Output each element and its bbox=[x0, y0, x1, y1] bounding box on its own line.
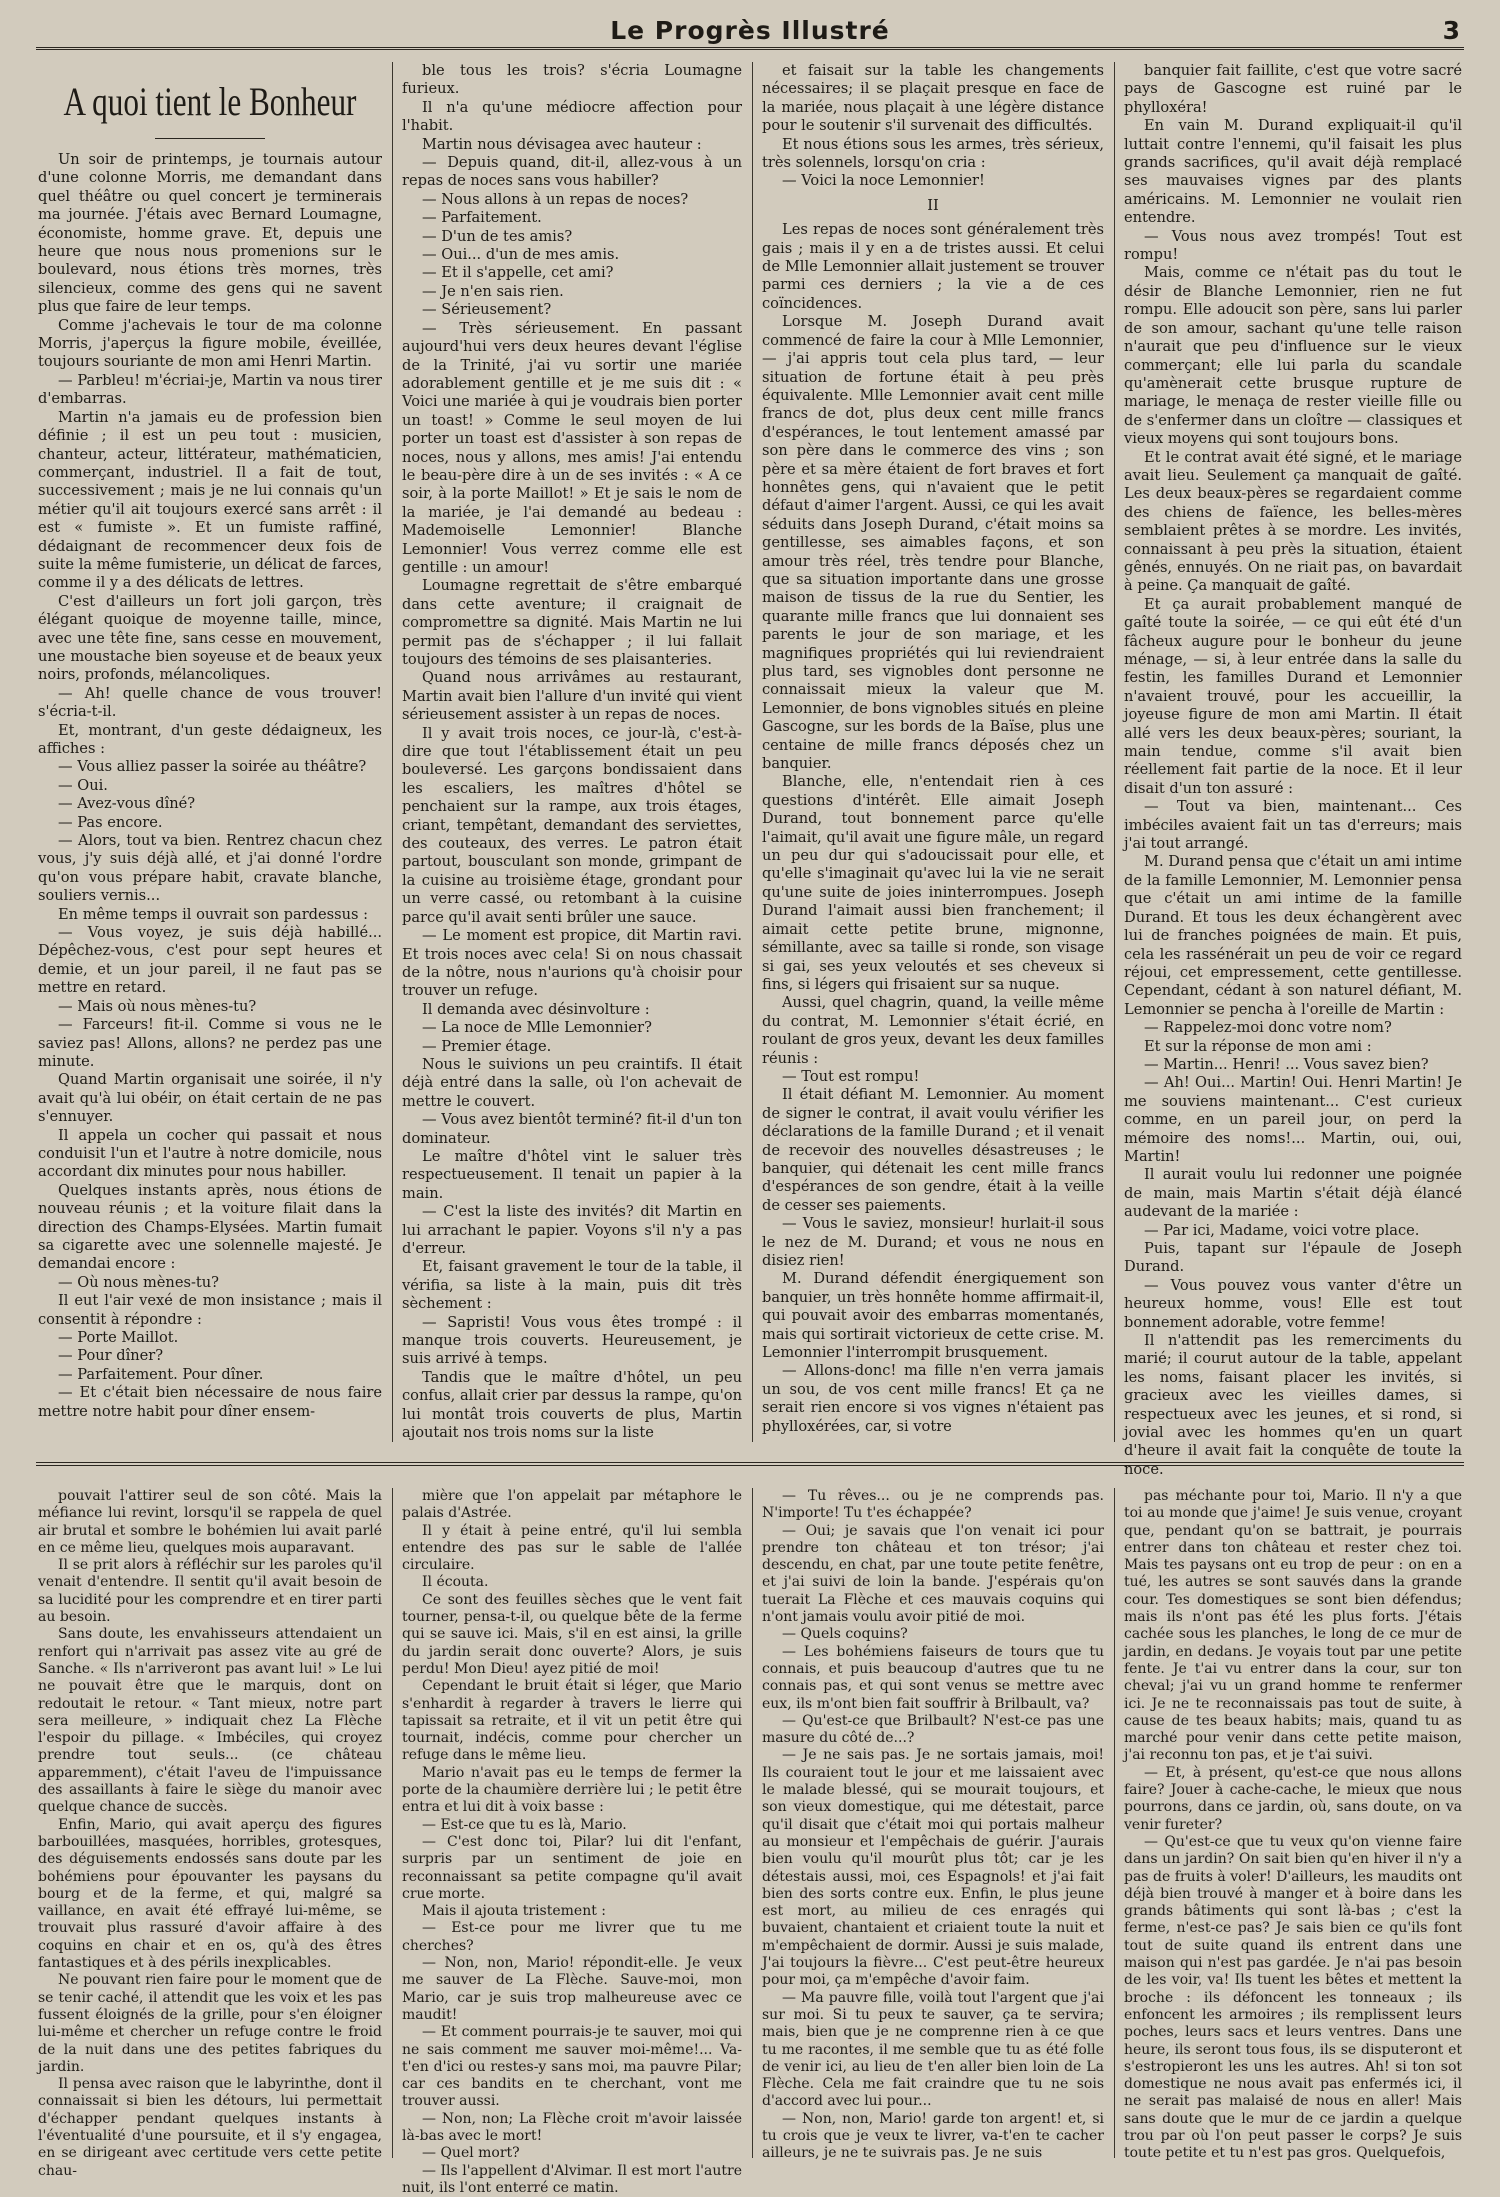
paragraph: Martin n'a jamais eu de profession bien définie ; il est un peu tout : musicien, chanteur, acteur, littérateur, mathématicien, commerçant, industriel. Il a fait de tout, successivement ; mais je ne lui connais qu'un métier qu'il ait toujours exercé sans arrêt : il est « fumiste ». Et un fumiste raffiné, dédaignant de recommencer deux fois de suite la même fumisterie, un délicat de farces, comme il y a des délicats de lettres. bbox=[38, 408, 382, 592]
paragraph: — Mais où nous mènes-tu? bbox=[58, 997, 257, 1015]
page-number: 3 bbox=[1442, 16, 1460, 45]
paragraph: Comme j'achevais le tour de ma colonne Morris, j'aperçus la figure mobile, éveillée, toujours souriante de mon ami Henri Martin. bbox=[38, 316, 382, 371]
paragraph: Cependant le bruit était si léger, que Mario s'enhardit à regarder à travers le lierre qui tapissait sa retraite, et il vit un petit être qui tournait, indécis, comme pour chercher un refuge dans le même lieu. bbox=[402, 1678, 742, 1764]
paragraph: — Et comment pourrais-je te sauver, moi qui ne sais comment me sauver moi-même!... Va-t'en d'ici ou restes-y sans moi, ma pauvre Pilar; car ces bandits en te cherchant, vont me trouver aussi. bbox=[402, 2024, 742, 2110]
paragraph: C'est d'ailleurs un fort joli garçon, très élégant quoique de moyenne taille, mince, avec une tête fine, sans cesse en mouvement, une moustache bien soyeuse et de beaux yeux noirs, profonds, mélancoliques. bbox=[38, 592, 382, 684]
paragraph: Loumagne regrettait de s'être embarqué dans cette aventure; il craignait de compromettre sa dignité. Mais Martin ne lui permit pas de s'échapper ; il lui fallait toujours des témoins de ses plaisanteries. bbox=[402, 577, 742, 668]
paragraph: — Sérieusement? bbox=[422, 301, 552, 319]
paragraph: Et le contrat avait été signé, et le mariage avait lieu. Seulement ça manquait de gaîté. Les deux beaux-pères se regardaient comme des chiens de faïence, les belles-mères semblaient prêtes à se mordre. Les invités, connaissant à peu près la situation, étaient gênés, ennuyés. On ne riait pas, on bavardait à peine. Ça manquait de gaîté. bbox=[1124, 448, 1462, 595]
paragraph: — Vous pouvez vous vanter d'être un heureux homme, vous! Elle est tout bonnement adorable, votre femme! bbox=[1124, 1276, 1462, 1331]
paragraph: Lorsque M. Joseph Durand avait commencé de faire la cour à Mlle Lemonnier, — j'ai appris tout cela plus tard, — leur situation de fortune était à peu près équivalente. Mlle Lemonnier avait cent mille francs de dot, plus deux cent mille francs d'espérances, le tout lentement amassé par son père dans le commerce des vins ; son père et sa mère étaient de fort braves et fort honnêtes gens, qui n'avaient que le petit défaut d'aimer l'argent. Aussi, ce qui les avait séduits dans Joseph Durand, c'était moins sa gentillesse, ses aimables façons, et son amour très réel, très tendre pour Blanche, que sa situation importante dans une grosse maison de tissus de la rue du Sentier, les quarante mille francs que lui donnaient ses parents le jour de son mariage, et les magnifiques propriétés qui lui reviendraient plus tard, ses vignobles dont personne ne connaissait mieux la valeur que M. Lemonnier, de bons vignobles situés en pleine Gascogne, sur les bords de la Baïse, plus une centaine de mille francs déposés chez un banquier. bbox=[762, 313, 1104, 773]
paragraph: Il se prit alors à réfléchir sur les paroles qu'il venait d'entendre. Il sentit qu'il avait besoin de sa lucidité pour les comprendre et en tirer parti au besoin. bbox=[38, 1557, 382, 1626]
paragraph: — Où nous mènes-tu? bbox=[58, 1273, 219, 1291]
paragraph: — Par ici, Madame, voici votre place. bbox=[1144, 1221, 1420, 1239]
title-rule bbox=[155, 138, 265, 139]
paragraph: — Parfaitement. bbox=[422, 209, 542, 227]
column-rule bbox=[392, 62, 393, 1442]
paragraph: Mais, comme ce n'était pas du tout le désir de Blanche Lemonnier, rien ne fut rompu. Elle adoucit son père, sans lui parler de son amour, sachant qu'une telle raison n'aurait que peu d'influence sur le vieux commerçant; elle lui parla du scandale qu'amènerait cette brusque rupture de mariage, le menaça de rester vieille fille ou de s'enfermer dans un cloître — classiques et vieux moyens qui sont toujours bons. bbox=[1124, 264, 1462, 448]
paragraph: Mario n'avait pas eu le temps de fermer la porte de la chaumière derrière lui ; le petit être entra et lui dit à voix basse : bbox=[402, 1764, 742, 1816]
paragraph: Il n'attendit pas les remerciments du marié; il courut autour de la table, appelant les noms, faisant placer les invités, si gracieux avec les vieilles dames, si respectueux avec les jeunes, et si rond, si jovial avec les hommes qu'en un quart d'heure il avait fait la conquête de toute la noce. bbox=[1124, 1332, 1462, 1478]
paragraph: — Vous le saviez, monsieur! hurlait-il sous le nez de M. Durand; et vous ne nous en disiez rien! bbox=[762, 1215, 1104, 1269]
story-column-3 bbox=[762, 62, 1104, 1442]
paragraph: M. Durand défendit énergiquement son banquier, un très honnête homme affirmait-il, qui pouvait avoir des embarras momentanés, mais qui sortirait victorieux de cette crise. M. Lemonnier l'interrompit brusquement. bbox=[762, 1270, 1104, 1362]
paragraph: Ne pouvant rien faire pour le moment que de se tenir caché, il attendit que les voix et les pas fussent éloignés de la grille, pour s'en éloigner lui-même et chercher un refuge contre le froid de la nuit dans une des petites fabriques du jardin. bbox=[38, 1972, 382, 2075]
paragraph: — Et c'était bien nécessaire de nous faire mettre notre habit pour dîner ensem- bbox=[38, 1384, 382, 1420]
paragraph: — Vous avez bientôt terminé? fit-il d'un ton dominateur. bbox=[402, 1111, 742, 1147]
paragraph: Il y était à peine entré, qu'il lui sembla entendre des pas sur le sable de l'allée circulaire. bbox=[402, 1522, 742, 1574]
paragraph: Et ça aurait probablement manqué de gaîté toute la soirée, — ce qui eût été d'un fâcheux augure pour le bonheur du jeune ménage, — si, à leur entrée dans la salle du festin, les familles Durand et Lemonnier n'avaient trouvé, pour les accueillir, la joyeuse figure de mon ami Martin. Il était allé vers les deux beaux-pères; souriant, la main tendue, comme s'il avait bien réellement fait partie de la noce. Et il leur disait d'un ton assuré : bbox=[1124, 595, 1462, 797]
paragraph: Le maître d'hôtel vint le saluer très respectueusement. Il tenait un papier à la main. bbox=[402, 1147, 742, 1202]
paragraph: — Oui; je savais que l'on venait ici pour prendre ton château et ton trésor; j'ai descendu, en chat, par une toute petite fenêtre, et j'ai suivi de loin la bande. J'espérais qu'on tuerait La Flèche et ces mauvais coquins qui n'ont jamais voulu avoir pitié de moi. bbox=[762, 1522, 1104, 1626]
paragraph: banquier fait faillite, c'est que votre sacré pays de Gascogne est ruiné par le phylloxéra! bbox=[1124, 62, 1462, 116]
paragraph: Il demanda avec désinvolture : bbox=[422, 1000, 650, 1018]
paragraph: Blanche, elle, n'entendait rien à ces questions d'intérêt. Elle aimait Joseph Durand, tout bonnement parce qu'elle l'aimait, qu'il avait une figure mâle, un regard un peu dur qui s'adoucissait pour elle, et qu'elle s'imaginait qu'avec lui la vie ne serait qu'une suite de joies ininterrompues. Joseph Durand l'aimait aussi bien franchement; il aimait cette petite brune, mignonne, sémillante, avec sa taille si ronde, son visage si gai, ses yeux veloutés et ses cheveux si fins, si légers qui frisaient sur sa nuque. bbox=[762, 773, 1104, 993]
paragraph: ble tous les trois? s'écria Loumagne furieux. bbox=[402, 62, 742, 98]
paragraph: — Non, non, Mario! répondit-elle. Je veux me sauver de La Flèche. Sauve-moi, mon Mario, car je suis trop malheureuse avec ce maudit! bbox=[402, 1955, 742, 2023]
serial-column-2 bbox=[402, 1488, 742, 2196]
paragraph: — Et, à présent, qu'est-ce que nous allons faire? Jouer à cache-cache, le mieux que nous pourrons, dans ce jardin, où, sans doute, on va venir fureter? bbox=[1124, 1764, 1462, 1833]
paragraph: — Rappelez-moi donc votre nom? bbox=[1144, 1019, 1392, 1037]
story-column-2 bbox=[402, 62, 742, 1442]
paragraph: — Tout va bien, maintenant... Ces imbéciles avaient fait un tas d'erreurs; mais j'ai tout arrangé. bbox=[1124, 798, 1462, 853]
story-column-1 bbox=[38, 62, 382, 1442]
paragraph: Quand Martin organisait une soirée, il n'y avait qu'à lui obéir, on était certain de ne pas s'ennuyer. bbox=[38, 1071, 382, 1126]
paragraph: En vain M. Durand expliquait-il qu'il luttait contre l'ennemi, qu'il faisait les plus grands sacrifices, qu'il avait déjà remplacé ses mauvaises vignes par des plants américains. M. Lemonnier ne voulait rien entendre. bbox=[1124, 117, 1462, 227]
newspaper-title: Le Progrès Illustré bbox=[610, 16, 890, 45]
paragraph: — Ah! Oui... Martin! Oui. Henri Martin! Je me souviens maintenant... C'est curieux comme, en un pareil jour, on perd la mémoire des noms!... Martin, oui, oui, Martin! bbox=[1124, 1074, 1462, 1165]
paragraph: Il eut l'air vexé de mon insistance ; mais il consentit à répondre : bbox=[38, 1292, 382, 1328]
paragraph: Il était défiant M. Lemonnier. Au moment de signer le contrat, il avait voulu vérifier les déclarations de la famille Durand ; et il venait de recevoir des nouvelles désastreuses ; le banquier, qui détenait les cent mille francs d'espérances de son gendre, était à la veille de cesser ses paiements. bbox=[762, 1086, 1104, 1214]
paragraph: — Non, non, Mario! garde ton argent! et, si tu crois que je veux te livrer, va-t'en te cacher ailleurs, je ne te suivrais pas. Je ne suis bbox=[762, 2110, 1104, 2162]
paragraph: Il appela un cocher qui passait et nous conduisit l'un et l'autre à notre domicile, nous accordant dix minutes pour nous habiller. bbox=[38, 1126, 382, 1181]
paragraph: Il y avait trois noces, ce jour-là, c'est-à-dire que tout l'établissement était un peu bouleversé. Les garçons bondissaient dans les escaliers, les maîtres d'hôtel se penchaient sur la rampe, aux trois étages, criant, tempêtant, demandant des serviettes, des couteaux, des verres. Le patron était partout, bousculant son monde, grimpant de la cuisine au troisième étage, grondant pour un verre cassé, ou retombant à la cuisine parce qu'il avait senti brûler une sauce. bbox=[402, 724, 742, 926]
paragraph: Nous le suivions un peu craintifs. Il était déjà entré dans la salle, où l'on achevait de mettre le couvert. bbox=[402, 1055, 742, 1110]
column-rule bbox=[752, 62, 753, 1442]
paragraph: — Est-ce que tu es là, Mario. bbox=[422, 1816, 627, 1833]
paragraph: Il pensa avec raison que le labyrinthe, dont il connaissait si bien les détours, lui permettait d'échapper pendant quelques instants à l'éventualité d'une poursuite, et il s'y engagea, en se dirigeant avec certitude vers cette petite chau- bbox=[38, 2076, 382, 2179]
paragraph: — Les bohémiens faiseurs de tours que tu connais, et puis beaucoup d'autres que tu ne connais pas, et qui sont venus se mettre avec eux, ils m'ont bien fait souffrir à Brilbault, va? bbox=[762, 1643, 1104, 1712]
paragraph: — Avez-vous dîné? bbox=[58, 795, 196, 813]
serial-column-4 bbox=[1124, 1488, 1462, 2162]
paragraph: Il écouta. bbox=[422, 1574, 489, 1591]
section-heading: II bbox=[927, 196, 939, 214]
paragraph: — La noce de Mlle Lemonnier? bbox=[422, 1019, 652, 1037]
paragraph: pas méchante pour toi, Mario. Il n'y a que toi au monde que j'aime! Je suis venue, croyant que, pendant qu'on se battrait, je pourrais entrer dans ton château et rester chez toi. Mais tes paysans ont eu trop de peur : on en a tué, les autres se sont sauvés dans la grande cour. Tes domestiques se sont bien défendus; mais ils n'ont pas été les plus forts. J'étais cachée sous les planches, le long de ce mur de jardin, en dedans. Je voyais tout par une petite fente. Je t'ai vu entrer dans la cour, sur ton cheval; j'ai vu un grand homme te renfermer ici. Je ne te reconnaissais pas tout de suite, à cause de tes beaux habits; mais, quand tu as marché pour venir dans cette petite maison, j'ai reconnu ton pas, et je t'ai suivi. bbox=[1124, 1488, 1462, 1764]
column-rule bbox=[392, 1488, 393, 2158]
paragraph: — Voici la noce Lemonnier! bbox=[782, 172, 985, 190]
paragraph: mière que l'on appelait par métaphore le palais d'Astrée. bbox=[402, 1488, 742, 1522]
paragraph: — Vous alliez passer la soirée au théâtre? bbox=[58, 758, 367, 776]
paragraph: — Farceurs! fit-il. Comme si vous ne le saviez pas! Allons, allons? ne perdez pas une minute. bbox=[38, 1016, 382, 1070]
paragraph: — Pour dîner? bbox=[58, 1347, 164, 1365]
paragraph: Mais il ajouta tristement : bbox=[422, 1903, 607, 1920]
paragraph: — Le moment est propice, dit Martin ravi. Et trois noces avec cela! Si on nous chassait de la nôtre, nous n'aurions qu'à choisir pour trouver un refuge. bbox=[402, 927, 742, 1000]
paragraph: — Je n'en sais rien. bbox=[422, 282, 564, 300]
paragraph: — Pas encore. bbox=[58, 813, 163, 831]
serial-column-3 bbox=[762, 1488, 1104, 2162]
paragraph: — Qu'est-ce que tu veux qu'on vienne faire dans un jardin? On sait bien qu'en hiver il n'y a pas de fruits à voler! D'ailleurs, les maudits ont déjà bien trouvé à manger et à boire dans les grands bâtiments qui sont là-bas ; c'est la ferme, n'est-ce pas? Je sais bien ce qu'ils font tout de suite quand ils entrent dans une maison qui n'est pas gardée. Je n'ai pas besoin de les voir, va! Ils tuent les bêtes et mettent la broche : ils défoncent les tonneaux ; ils enfoncent les armoires ; ils remplissent leurs poches, leurs sacs et leurs ventres. Dans une heure, ils seront tous fous, ils se disputeront et s'estropieront les uns les autres. Ah! si ton sot domestique ne nous avait pas enfermés ici, il ne serait pas malaisé de nous en aller! Mais sans doute que le mur de ce jardin a quelque trou par où l'on peut passer le corps? Je suis toute petite et tu n'est pas gros. Quelquefois, bbox=[1124, 1833, 1462, 2162]
paragraph: — Tu rêves... ou je ne comprends pas. N'importe! Tu t'es échappée? bbox=[762, 1488, 1104, 1522]
paragraph: — Sapristi! Vous vous êtes trompé : il manque trois couverts. Heureusement, je suis arrivé à temps. bbox=[402, 1313, 742, 1368]
paragraph: — Qu'est-ce que Brilbault? N'est-ce pas une masure du côté de...? bbox=[762, 1712, 1104, 1747]
paragraph: — Allons-donc! ma fille n'en verra jamais un sou, de vos cent mille francs! Et ça ne serait rien encore si vos vignes n'étaient pas phylloxérées, car, si votre bbox=[762, 1362, 1104, 1435]
paragraph: — Vous nous avez trompés! Tout est rompu! bbox=[1124, 227, 1462, 264]
paragraph: Enfin, Mario, qui avait aperçu des figures barbouillées, masquées, horribles, grotesques, des déguisements endossés sans doute par les bohémiens pour épouvanter les paysans du bourg et de la ferme, et qui, malgré sa vaillance, en avait été effrayé lui-même, se trouvait plus rassuré d'avoir affaire à des coquins en chair et en os, qu'à des êtres fantastiques et à des périls inexplicables. bbox=[38, 1816, 382, 1972]
paragraph: — Oui... d'un de mes amis. bbox=[422, 246, 620, 264]
paragraph: — C'est donc toi, Pilar? lui dit l'enfant, surpris par un sentiment de joie en reconnaissant sa petite compagne qu'il avait crue morte. bbox=[402, 1833, 742, 1902]
paragraph: — Parfaitement. Pour dîner. bbox=[58, 1365, 264, 1383]
column-rule bbox=[1114, 1488, 1115, 2158]
paragraph: — Vous voyez, je suis déjà habillé... Dépêchez-vous, c'est pour sept heures et demie, et un jour pareil, il ne faut pas se mettre en retard. bbox=[38, 924, 382, 997]
paragraph: Quelques instants après, nous étions de nouveau réunis ; et la voiture filait dans la direction des Champs-Elysées. Martin fumait sa cigarette avec une solennelle majesté. Je demandai encore : bbox=[38, 1181, 382, 1273]
paragraph: Et, faisant gravement le tour de la table, il vérifia, sa liste à la main, puis dit très sèchement : bbox=[402, 1258, 742, 1313]
paragraph: et faisait sur la table les changements nécessaires; il se plaçait presque en face de la mariée, nous plaçait à une légère distance pour le soutenir s'il survenait des difficultés. bbox=[762, 62, 1104, 135]
paragraph: Et, montrant, d'un geste dédaigneux, les affiches : bbox=[38, 721, 382, 757]
paragraph: En même temps il ouvrait son pardessus : bbox=[58, 905, 369, 923]
paragraph: — Quel mort? bbox=[422, 2145, 520, 2162]
paragraph: Il aurait voulu lui redonner une poignée de main, mais Martin s'était déjà élancé audevant de la mariée : bbox=[1124, 1166, 1462, 1221]
paragraph: Et nous étions sous les armes, très sérieux, très solennels, lorsqu'on cria : bbox=[762, 135, 1104, 172]
paragraph: Aussi, quel chagrin, quand, la veille même du contrat, M. Lemonnier s'était écrié, en roulant de gros yeux, devant les deux familles réunis : bbox=[762, 994, 1104, 1067]
story-title: A quoi tient le Bonheur bbox=[63, 79, 357, 124]
column-rule bbox=[752, 1488, 753, 2158]
paragraph: Tandis que le maître d'hôtel, un peu confus, allait crier par dessus la rampe, qu'on lui montât trois couverts de plus, Martin ajoutait nos trois noms sur la liste bbox=[402, 1368, 742, 1442]
paragraph: — Et il s'appelle, cet ami? bbox=[422, 264, 614, 282]
paragraph: — Ah! quelle chance de vous trouver! s'écria-t-il. bbox=[38, 684, 382, 721]
paragraph: Les repas de noces sont généralement très gais ; mais il y en a de tristes aussi. Et celui de Mlle Lemonnier allait justement se trouver parmi ces derniers ; la vie a de ces coïncidences. bbox=[762, 221, 1104, 312]
paragraph: — Non, non; La Flèche croit m'avoir laissée là-bas avec le mort! bbox=[402, 2110, 742, 2144]
paragraph: Martin nous dévisagea avec hauteur : bbox=[422, 135, 702, 153]
story-column-4 bbox=[1124, 62, 1462, 1478]
paragraph: Ce sont des feuilles sèches que le vent fait tourner, pensa-t-il, ou quelque bête de la ferme qui se sauve ici. Mais, s'il en est ainsi, la grille du jardin serait donc ouverte? Alors, je suis perdu! Mon Dieu! ayez pitié de moi! bbox=[402, 1591, 742, 1677]
paragraph: Un soir de printemps, je tournais autour d'une colonne Morris, me demandant dans quel théâtre ou quel concert je terminerais ma journée. J'étais avec Bernard Loumagne, économiste, homme grave. Et, depuis une heure que nous nous promenions sur le boulevard, nous étions très mornes, très silencieux, comme des gens qui ne savent plus que faire de leur temps. bbox=[38, 151, 382, 316]
paragraph: — Parbleu! m'écriai-je, Martin va nous tirer d'embarras. bbox=[38, 371, 382, 408]
paragraph: pouvait l'attirer seul de son côté. Mais la méfiance lui revint, lorsqu'il se rappela de quel air brutal et sombre le bohémien lui avait parlé en ce même lieu, quelques mois auparavant. bbox=[38, 1488, 382, 1556]
serial-column-1 bbox=[38, 1488, 382, 2179]
paragraph: Sans doute, les envahisseurs attendaient un renfort qui n'arrivait pas assez vite au gré de Sanche. « Ils n'arriveront pas avant lui! » Le lui ne pouvait être que le marquis, dont on redoutait le retour. « Tant mieux, notre part sera meilleure, » indiquait chez La Flèche l'espoir du pillage. « Imbéciles, qui croyez prendre tout seuls... (ce château apparemment), c'était l'aveu de l'impuissance des assaillants à faire le siège du manoir avec quelque chance de succès. bbox=[38, 1626, 382, 1816]
paragraph: — Est-ce pour me livrer que tu me cherches? bbox=[402, 1920, 742, 1954]
paragraph: — Alors, tout va bien. Rentrez chacun chez vous, j'y suis déjà allé, et j'ai donné l'ordre qu'on vous prépare habit, cravate blanche, souliers vernis... bbox=[38, 832, 382, 905]
paragraph: — Depuis quand, dit-il, allez-vous à un repas de noces sans vous habiller? bbox=[402, 154, 742, 190]
paragraph: — Ils l'appellent d'Alvimar. Il est mort l'autre nuit, ils l'ont enterré ce matin. bbox=[402, 2162, 742, 2196]
paragraph: — Premier étage. bbox=[422, 1037, 552, 1055]
section-divider bbox=[36, 1462, 1464, 1466]
paragraph: — Quels coquins? bbox=[782, 1626, 908, 1643]
paragraph: — Tout est rompu! bbox=[782, 1067, 920, 1085]
page-header bbox=[36, 10, 1464, 50]
paragraph: M. Durand pensa que c'était un ami intime de la famille Lemonnier, M. Lemonnier pensa que c'était un ami intime de la famille Durand. Et tous les deux échangèrent avec lui de franches poignées de main. Et puis, cela les rassénérait un peu de voir ce regard réjoui, cet empressement, cette gentillesse. Cependant, cédant à son naturel défiant, M. Lemonnier se pencha à l'oreille de Martin : bbox=[1124, 853, 1462, 1018]
paragraph: — Martin... Henri! ... Vous savez bien? bbox=[1144, 1055, 1429, 1073]
paragraph: — Très sérieusement. En passant aujourd'hui vers deux heures devant l'église de la Trinité, j'ai vu sortir une mariée adorablement gentille et je me suis dit : « Voici une mariée à qui je voudrais bien porter un toast! » Comme le seul moyen de lui porter un toast est d'assister à son repas de noces, nous y allons, mes amis! J'ai entendu le beau-père dire à un de ses invités : « A ce soir, à la porte Maillot! » Et je sais le nom de la mariée, je l'ai demandé au bedeau : Mademoiselle Lemonnier! Blanche Lemonnier! Vous verrez comme elle est gentille : un amour! bbox=[402, 319, 742, 576]
paragraph: — Oui. bbox=[58, 776, 108, 794]
paragraph: — Je ne sais pas. Je ne sortais jamais, moi! Ils couraient tout le jour et me laissaient avec le malade blessé, qui se mourait toujours, et son vieux domestique, qui me détestait, parce qu'il disait que c'était moi qui portais malheur au monsieur et l'empêchais de guérir. J'aurais bien voulu qu'il mourût plus tôt; car je les détestais aussi, moi, ces Espagnols! et j'ai fait bien des sorts contre eux. Enfin, le plus jeune est mort, au milieu de ces enragés qui buvaient, chantaient et criaient toute la nuit et m'empêchaient de dormir. Aussi je suis malade, J'ai toujours la fièvre... C'est peut-être heureux pour moi, ça m'empêche d'avoir faim. bbox=[762, 1747, 1104, 1989]
paragraph: — Nous allons à un repas de noces? bbox=[422, 190, 689, 208]
paragraph: — D'un de tes amis? bbox=[422, 227, 573, 245]
paragraph: — Ma pauvre fille, voilà tout l'argent que j'ai sur moi. Si tu peux te sauver, ça te servira; mais, bien que je ne comprenne rien à ce que tu me racontes, il me semble que tu as été folle de venir ici, au lieu de t'en aller bien loin de La Flèche. Cela me fait craindre que tu ne sois d'accord avec lui pour... bbox=[762, 1989, 1104, 2110]
paragraph: — C'est la liste des invités? dit Martin en lui arrachant le papier. Voyons s'il n'y a pas d'erreur. bbox=[402, 1203, 742, 1257]
column-rule bbox=[1114, 62, 1115, 1442]
paragraph: — Porte Maillot. bbox=[58, 1329, 179, 1346]
paragraph: Quand nous arrivâmes au restaurant, Martin avait bien l'allure d'un invité qui vient sérieusement assister à un repas de noces. bbox=[402, 669, 742, 724]
paragraph: Puis, tapant sur l'épaule de Joseph Durand. bbox=[1124, 1240, 1462, 1276]
paragraph: Il n'a qu'une médiocre affection pour l'habit. bbox=[402, 98, 742, 135]
paragraph: Et sur la réponse de mon ami : bbox=[1144, 1037, 1372, 1055]
